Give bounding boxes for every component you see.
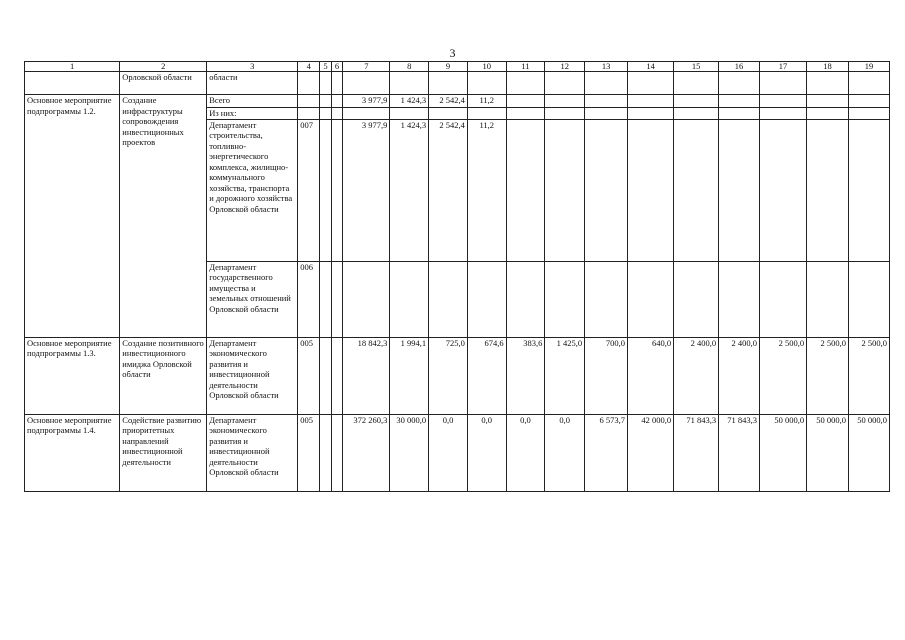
table-cell bbox=[585, 108, 628, 120]
table-cell: 71 843,3 bbox=[719, 414, 760, 491]
column-header: 9 bbox=[429, 62, 468, 72]
table-cell: 11,2 bbox=[467, 119, 506, 261]
column-header: 16 bbox=[719, 62, 760, 72]
department-code: 007 bbox=[298, 119, 320, 261]
column-header: 8 bbox=[390, 62, 429, 72]
table-cell bbox=[320, 261, 332, 337]
table-cell: 42 000,0 bbox=[628, 414, 674, 491]
activity-description: Создание позитивного инвестиционного имиджа Орловской области bbox=[120, 337, 207, 414]
table-cell bbox=[545, 261, 585, 337]
table-cell bbox=[807, 95, 849, 108]
table-cell bbox=[719, 72, 760, 95]
table-cell bbox=[25, 72, 120, 95]
department-name: Департамент государственного имущества и земельных отношений Орловской области bbox=[207, 261, 298, 337]
table-cell: 1 424,3 bbox=[390, 119, 429, 261]
table-cell bbox=[320, 108, 332, 120]
table-cell: 0,0 bbox=[467, 414, 506, 491]
table-cell bbox=[545, 95, 585, 108]
table-cell: 1 424,3 bbox=[390, 95, 429, 108]
table-cell: 2 500,0 bbox=[848, 337, 889, 414]
table-cell bbox=[506, 95, 545, 108]
table-cell bbox=[320, 95, 332, 108]
table-cell: 2 400,0 bbox=[719, 337, 760, 414]
table-cell: 383,6 bbox=[506, 337, 545, 414]
table-cell bbox=[674, 95, 719, 108]
table-cell: 0,0 bbox=[545, 414, 585, 491]
table-cell: 71 843,3 bbox=[674, 414, 719, 491]
table-cell: 50 000,0 bbox=[807, 414, 849, 491]
column-header: 4 bbox=[298, 62, 320, 72]
table-cell bbox=[545, 72, 585, 95]
table-cell bbox=[674, 72, 719, 95]
column-header: 11 bbox=[506, 62, 545, 72]
column-header: 15 bbox=[674, 62, 719, 72]
activity-description: Создание инфраструктуры сопровождения инвестиционных проектов bbox=[120, 95, 207, 338]
table-cell bbox=[807, 108, 849, 120]
department-name: Департамент экономического развития и инвестиционной деятельности Орловской области bbox=[207, 337, 298, 414]
column-header: 2 bbox=[120, 62, 207, 72]
table-cell: 11,2 bbox=[467, 95, 506, 108]
table-cell bbox=[848, 261, 889, 337]
activity-name: Основное мероприятие подпрограммы 1.4. bbox=[25, 414, 120, 491]
table-cell: 30 000,0 bbox=[390, 414, 429, 491]
table-cell bbox=[628, 108, 674, 120]
table-cell bbox=[628, 261, 674, 337]
table-cell: 18 842,3 bbox=[343, 337, 390, 414]
table-cell: 372 260,3 bbox=[343, 414, 390, 491]
table-cell bbox=[759, 95, 806, 108]
table-cell bbox=[467, 72, 506, 95]
table-cell bbox=[331, 261, 343, 337]
table-cell bbox=[343, 261, 390, 337]
table-cell bbox=[719, 261, 760, 337]
table-cell bbox=[674, 108, 719, 120]
table-cell: 1 425,0 bbox=[545, 337, 585, 414]
table-cell: Всего bbox=[207, 95, 298, 108]
table-cell bbox=[848, 72, 889, 95]
table-cell: 0,0 bbox=[506, 414, 545, 491]
table-cell bbox=[628, 119, 674, 261]
column-header: 12 bbox=[545, 62, 585, 72]
table-cell: 725,0 bbox=[429, 337, 468, 414]
table-cell bbox=[807, 261, 849, 337]
department-code: 006 bbox=[298, 261, 320, 337]
table-cell bbox=[759, 108, 806, 120]
table-cell bbox=[545, 108, 585, 120]
activity-name: Основное мероприятие подпрограммы 1.3. bbox=[25, 337, 120, 414]
table-cell bbox=[585, 72, 628, 95]
department-name: Департамент строительства, топливно-энергетического комплекса, жилищно-коммунального хозяйства, транспорта и дорожного хозяйства Орловской области bbox=[207, 119, 298, 261]
table-cell bbox=[674, 261, 719, 337]
table-cell bbox=[320, 414, 332, 491]
table-cell bbox=[585, 95, 628, 108]
table-cell bbox=[320, 119, 332, 261]
table-row bbox=[25, 337, 890, 414]
table-cell bbox=[343, 108, 390, 120]
budget-table bbox=[24, 61, 890, 492]
table-cell bbox=[719, 95, 760, 108]
table-cell bbox=[506, 108, 545, 120]
table-cell bbox=[585, 261, 628, 337]
table-cell bbox=[807, 119, 849, 261]
column-header: 5 bbox=[320, 62, 332, 72]
table-cell bbox=[429, 108, 468, 120]
column-header: 1 bbox=[25, 62, 120, 72]
table-cell bbox=[320, 72, 332, 95]
column-header: 14 bbox=[628, 62, 674, 72]
table-cell bbox=[807, 72, 849, 95]
table-cell bbox=[331, 414, 343, 491]
page-number: 3 bbox=[449, 46, 456, 60]
table-cell: 6 573,7 bbox=[585, 414, 628, 491]
table-cell: области bbox=[207, 72, 298, 95]
column-header: 18 bbox=[807, 62, 849, 72]
table-cell bbox=[848, 108, 889, 120]
table-cell bbox=[628, 95, 674, 108]
table-cell bbox=[331, 108, 343, 120]
column-header: 17 bbox=[759, 62, 806, 72]
table-cell bbox=[628, 72, 674, 95]
department-code: 005 bbox=[298, 414, 320, 491]
table-row bbox=[25, 95, 890, 108]
table-cell bbox=[331, 119, 343, 261]
column-header: 10 bbox=[467, 62, 506, 72]
table-cell bbox=[331, 337, 343, 414]
table-cell bbox=[719, 108, 760, 120]
table-cell bbox=[506, 261, 545, 337]
table-cell bbox=[467, 108, 506, 120]
table-cell bbox=[467, 261, 506, 337]
table-cell bbox=[506, 72, 545, 95]
table-cell bbox=[298, 108, 320, 120]
table-cell: 50 000,0 bbox=[759, 414, 806, 491]
table-cell bbox=[674, 119, 719, 261]
table-cell bbox=[429, 261, 468, 337]
column-header: 3 bbox=[207, 62, 298, 72]
table-cell bbox=[848, 95, 889, 108]
table-row bbox=[25, 414, 890, 491]
table-cell bbox=[390, 108, 429, 120]
table-cell: 640,0 bbox=[628, 337, 674, 414]
table-cell bbox=[759, 72, 806, 95]
table-cell: 3 977,9 bbox=[343, 95, 390, 108]
table-cell: 700,0 bbox=[585, 337, 628, 414]
table-cell: 2 542,4 bbox=[429, 95, 468, 108]
table-cell bbox=[585, 119, 628, 261]
column-number-row bbox=[25, 62, 890, 72]
table-cell: 3 977,9 bbox=[343, 119, 390, 261]
table-cell: 50 000,0 bbox=[848, 414, 889, 491]
column-header: 7 bbox=[343, 62, 390, 72]
table-row bbox=[25, 72, 890, 95]
table-cell bbox=[390, 72, 429, 95]
table-cell bbox=[298, 72, 320, 95]
activity-name: Основное мероприятие подпрограммы 1.2. bbox=[25, 95, 120, 338]
table-cell bbox=[390, 261, 429, 337]
table-cell bbox=[719, 119, 760, 261]
table-cell: 2 500,0 bbox=[759, 337, 806, 414]
activity-description: Содействие развитию приоритетных направлений инвестиционной деятельности bbox=[120, 414, 207, 491]
table-cell: 674,6 bbox=[467, 337, 506, 414]
column-header: 6 bbox=[331, 62, 343, 72]
table-cell bbox=[759, 261, 806, 337]
column-header: 19 bbox=[848, 62, 889, 72]
table-cell bbox=[545, 119, 585, 261]
table-cell: 2 542,4 bbox=[429, 119, 468, 261]
column-header: 13 bbox=[585, 62, 628, 72]
table-cell bbox=[298, 95, 320, 108]
table-cell bbox=[429, 72, 468, 95]
table-cell bbox=[848, 119, 889, 261]
table-cell: 1 994,1 bbox=[390, 337, 429, 414]
table-cell bbox=[343, 72, 390, 95]
department-name: Департамент экономического развития и инвестиционной деятельности Орловской области bbox=[207, 414, 298, 491]
table-cell bbox=[506, 119, 545, 261]
table-cell bbox=[759, 119, 806, 261]
table-cell bbox=[331, 95, 343, 108]
table-cell: Из них: bbox=[207, 108, 298, 120]
table-cell: Орловской области bbox=[120, 72, 207, 95]
table-cell bbox=[331, 72, 343, 95]
department-code: 005 bbox=[298, 337, 320, 414]
table-cell: 0,0 bbox=[429, 414, 468, 491]
table-cell: 2 400,0 bbox=[674, 337, 719, 414]
table-cell bbox=[320, 337, 332, 414]
table-cell: 2 500,0 bbox=[807, 337, 849, 414]
